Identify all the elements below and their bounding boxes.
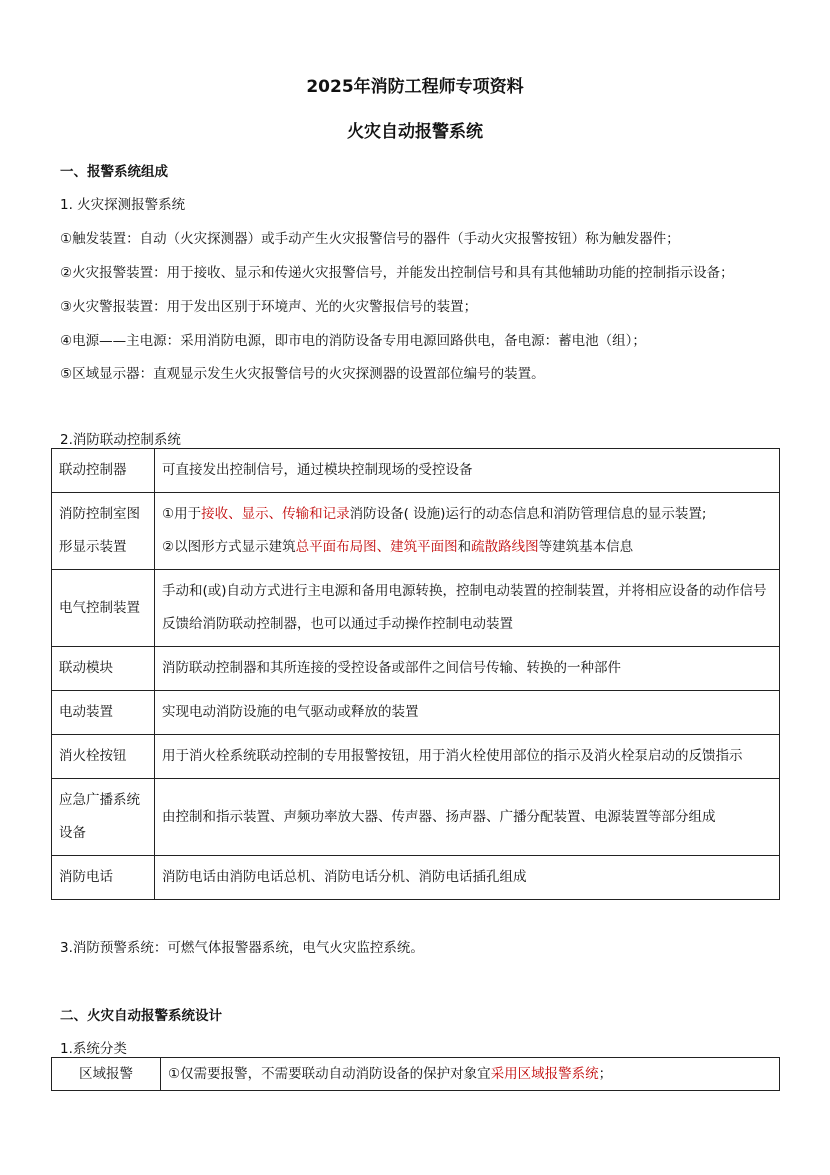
table-cell-desc: 消防联动控制器和其所连接的受控设备或部件之间信号传输、转换的一种部件 <box>155 647 780 691</box>
table-row <box>52 779 780 856</box>
table-cell-name: 消防控制室图形显示装置 <box>52 493 155 570</box>
table-cell-name: 联动控制器 <box>52 449 155 493</box>
table-cell-name: 应急广播系统设备 <box>52 779 155 856</box>
table-row <box>52 647 780 691</box>
list-item: ②火灾报警装置：用于接收、显示和传递火灾报警信号，并能发出控制信号和具有其他辅助功能的控制指示设备； <box>60 265 734 281</box>
table-cell-name: 区域报警 <box>52 1058 161 1091</box>
section1-sub2: 2.消防联动控制系统 <box>60 432 181 448</box>
text-highlight: 总平面布局图、建筑平面图 <box>295 539 458 555</box>
list-item: ③火灾警报装置：用于发出区别于环境声、光的火灾警报信号的装置； <box>60 299 478 315</box>
table-cell-name: 电气控制装置 <box>52 570 155 647</box>
table-cell-name: 联动模块 <box>52 647 155 691</box>
section1-heading: 一、报警系统组成 <box>60 164 168 180</box>
table-cell-desc <box>161 1058 780 1091</box>
text-highlight: 接收、显示、传输和记录 <box>201 506 350 522</box>
table-row <box>52 691 780 735</box>
list-item: ①触发装置：自动（火灾探测器）或手动产生火灾报警信号的器件（手动火灾报警按钮）称为触发器件； <box>60 231 680 247</box>
linkage-control-table <box>51 448 780 900</box>
table-row <box>52 1058 780 1091</box>
table-cell-name: 电动装置 <box>52 691 155 735</box>
text-normal: 和 <box>457 539 472 555</box>
table-row <box>52 449 780 493</box>
section2-heading: 二、火灾自动报警系统设计 <box>60 1008 222 1024</box>
table-cell-name: 消防电话 <box>52 856 155 900</box>
document-subtitle: 火灾自动报警系统 <box>347 122 483 142</box>
text-normal: ； <box>598 1066 613 1082</box>
table-cell-desc <box>155 493 780 570</box>
table-cell-desc: 手动和(或)自动方式进行主电源和备用电源转换，控制电动装置的控制装置，并将相应设备的动作信号反馈给消防联动控制器，也可以通过手动操作控制电动装置 <box>155 570 780 647</box>
list-item: ⑤区域显示器：直观显示发生火灾报警信号的火灾探测器的设置部位编号的装置。 <box>60 366 545 382</box>
text-normal: 等建筑基本信息 <box>538 539 634 555</box>
table-row <box>52 856 780 900</box>
text-normal: 消防设备( 设施)运行的动态信息和消防管理信息的显示装置; <box>349 506 707 522</box>
table-cell-desc: 用于消火栓系统联动控制的专用报警按钮，用于消火栓使用部位的指示及消火栓泵启动的反馈指示 <box>155 735 780 779</box>
text-highlight: 采用区域报警系统 <box>490 1066 599 1082</box>
text-normal: ①仅需要报警，不需要联动自动消防设备的保护对象宜 <box>168 1066 491 1082</box>
text-normal: ①用于 <box>162 506 202 522</box>
desc-line-2 <box>162 531 772 564</box>
table-row <box>52 493 780 570</box>
table-row <box>52 570 780 647</box>
section2-sub1: 1.系统分类 <box>60 1041 127 1057</box>
section1-sub3: 3.消防预警系统：可燃气体报警器系统，电气火灾监控系统。 <box>60 940 424 956</box>
table-cell-name: 消火栓按钮 <box>52 735 155 779</box>
list-item: ④电源——主电源：采用消防电源，即市电的消防设备专用电源回路供电，备电源：蓄电池（组）； <box>60 333 646 349</box>
table-cell-desc: 由控制和指示装置、声频功率放大器、传声器、扬声器、广播分配装置、电源装置等部分组成 <box>155 779 780 856</box>
document-title: 2025年消防工程师专项资料 <box>306 77 524 97</box>
table-cell-desc: 消防电话由消防电话总机、消防电话分机、消防电话插孔组成 <box>155 856 780 900</box>
system-classification-table <box>51 1057 780 1091</box>
table-cell-desc: 可直接发出控制信号，通过模块控制现场的受控设备 <box>155 449 780 493</box>
section1-sub1: 1. 火灾探测报警系统 <box>60 197 186 213</box>
desc-line-1 <box>162 498 772 531</box>
table-cell-desc: 实现电动消防设施的电气驱动或释放的装置 <box>155 691 780 735</box>
table-row <box>52 735 780 779</box>
text-highlight: 疏散路线图 <box>471 539 539 555</box>
text-normal: ②以图形方式显示建筑 <box>162 539 296 555</box>
